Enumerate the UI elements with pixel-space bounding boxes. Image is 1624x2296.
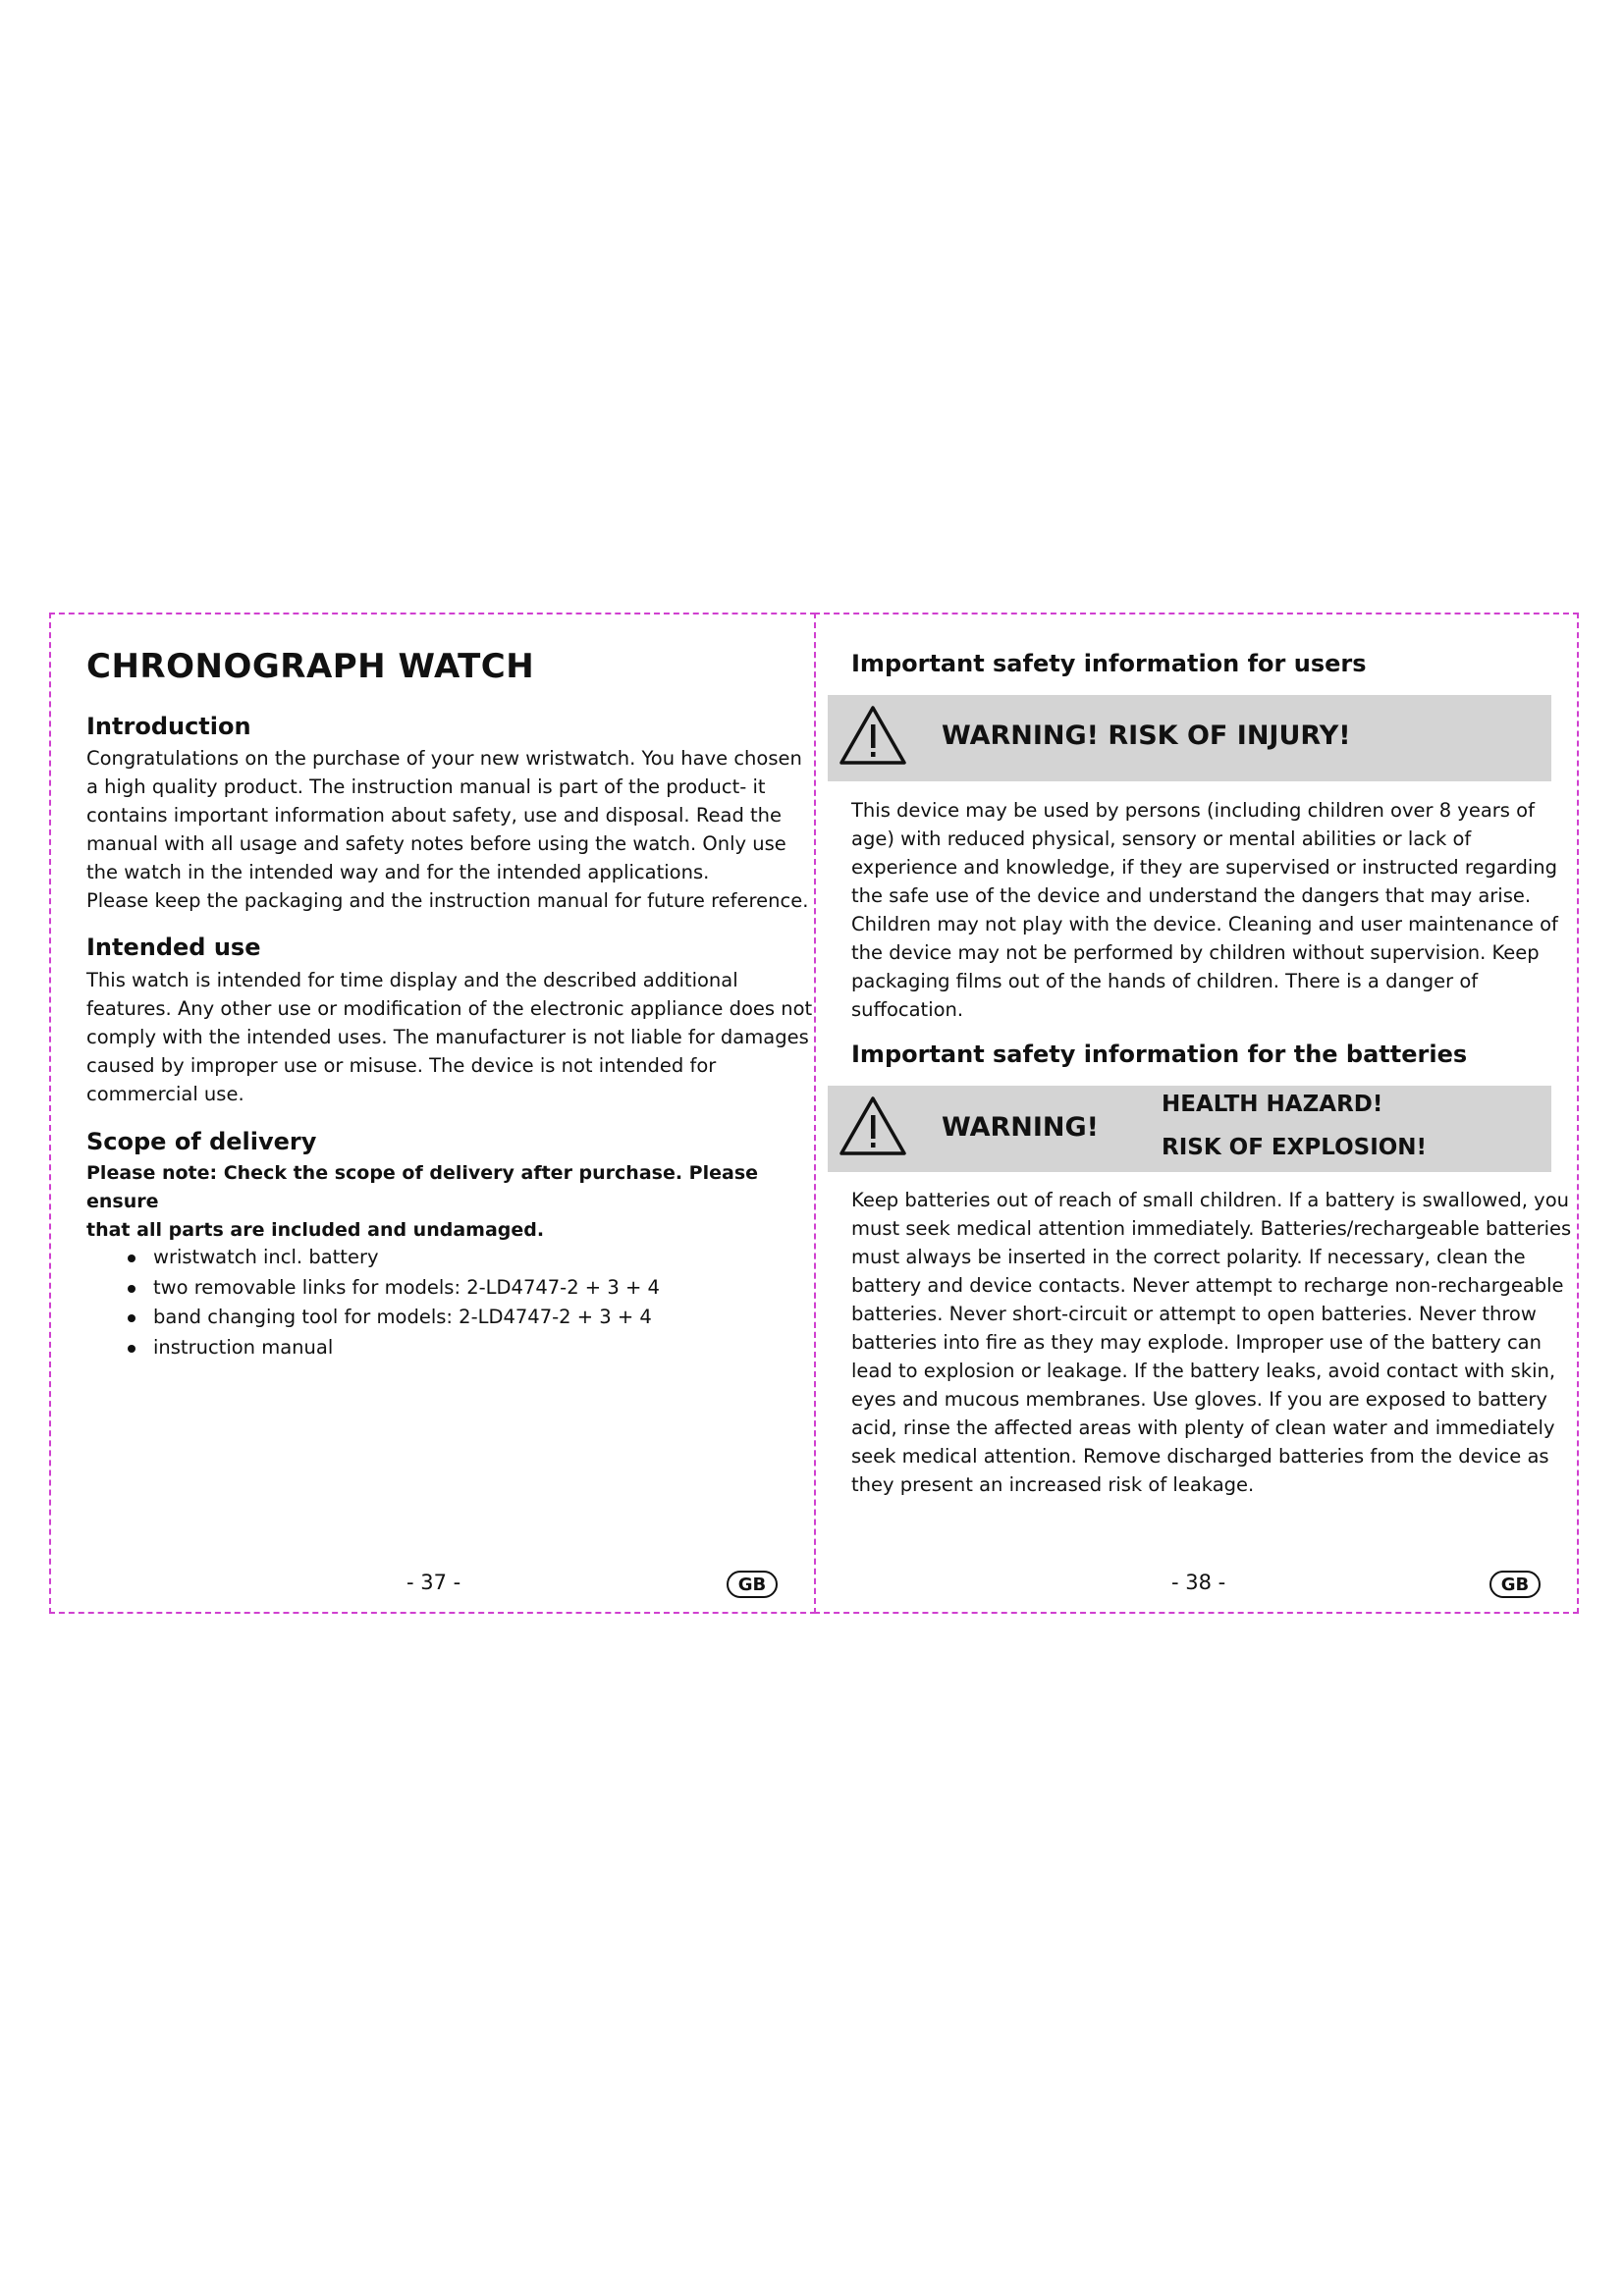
warning-risk-explosion: RISK OF EXPLOSION! bbox=[1162, 1135, 1428, 1160]
introduction-heading: Introduction bbox=[86, 713, 251, 740]
page-right bbox=[814, 613, 1579, 1614]
intended-use-heading: Intended use bbox=[86, 934, 261, 961]
batteries-safety-text: Keep batteries out of reach of small children. If a battery is swallowed, you must seek medical attention immediately. Batteries/rechargeable batteries must always be inserted in the correct polarity. If necessary, clean the battery and device contacts. Never attempt to recharge non-rechargeable batteries. Never short-circuit or attempt to open batteries. Never throw batteries into fire as they may explode. Improper use of the battery can lead to explosion or leakage. If the battery leaks, avoid contact with skin, eyes and mucous membranes. Use gloves. If you are exposed to battery acid, rinse the affected areas with plenty of clean water and immediately seek medical attention. Remove discharged batteries from the device as they present an increased risk of leakage. bbox=[851, 1189, 1572, 1496]
list-item: instruction manual bbox=[124, 1333, 660, 1363]
list-item: two removable links for models: 2-LD4747-2 + 3 + 4 bbox=[124, 1273, 660, 1304]
warning-label: WARNING! RISK OF INJURY! bbox=[942, 721, 1351, 751]
list-item: wristwatch incl. battery bbox=[124, 1243, 660, 1273]
scope-heading: Scope of delivery bbox=[86, 1128, 317, 1155]
warning-health-hazard: HEALTH HAZARD! bbox=[1162, 1092, 1383, 1117]
scope-list bbox=[124, 1243, 660, 1362]
page-left bbox=[49, 613, 816, 1614]
users-safety-text: This device may be used by persons (including children over 8 years of age) with reduced physical, sensory or mental abilities or lack of experience and knowledge, if they are supervised or instructed regarding the safe use of the device and understand the dangers that may arise. Children may not play with the device. Cleaning and user maintenance of the device may not be performed by children without supervision. Keep packaging films out of the hands of children. There is a danger of suffocation. bbox=[851, 799, 1558, 1021]
scope-note: Please note: Check the scope of delivery after purchase. Please ensure that all parts are included and undamaged. bbox=[86, 1162, 759, 1241]
warning-box-injury bbox=[828, 695, 1551, 781]
introduction-text: Congratulations on the purchase of your new wristwatch. You have chosen a high quality product. The instruction manual is part of the product- it contains important information about safety, use and disposal. Read the manual with all usage and safety notes before using the watch. Only use the watch in the intended way and for the intended applications. Please keep the packaging and the instruction manual for future reference. bbox=[86, 747, 809, 912]
language-badge: GB bbox=[1489, 1571, 1541, 1598]
language-badge: GB bbox=[727, 1571, 778, 1598]
manual-spread bbox=[49, 613, 1579, 1614]
list-item: band changing tool for models: 2-LD4747-2 + 3 + 4 bbox=[124, 1303, 660, 1333]
users-safety-heading: Important safety information for users bbox=[851, 650, 1367, 677]
intended-use-text: This watch is intended for time display and the described additional features. Any other use or modification of the electronic appliance does not comply with the intended uses. The manufacturer is not liable for damages caused by improper use or misuse. The device is not intended for commercial use. bbox=[86, 969, 813, 1105]
page-title: CHRONOGRAPH WATCH bbox=[86, 647, 535, 686]
warning-triangle-icon bbox=[838, 1094, 908, 1158]
warning-label: WARNING! bbox=[942, 1112, 1099, 1143]
warning-box-batteries bbox=[828, 1086, 1551, 1172]
batteries-safety-heading: Important safety information for the batteries bbox=[851, 1041, 1468, 1068]
page-number: - 37 - bbox=[406, 1571, 461, 1594]
warning-triangle-icon bbox=[838, 703, 908, 768]
page-number: - 38 - bbox=[1171, 1571, 1226, 1594]
